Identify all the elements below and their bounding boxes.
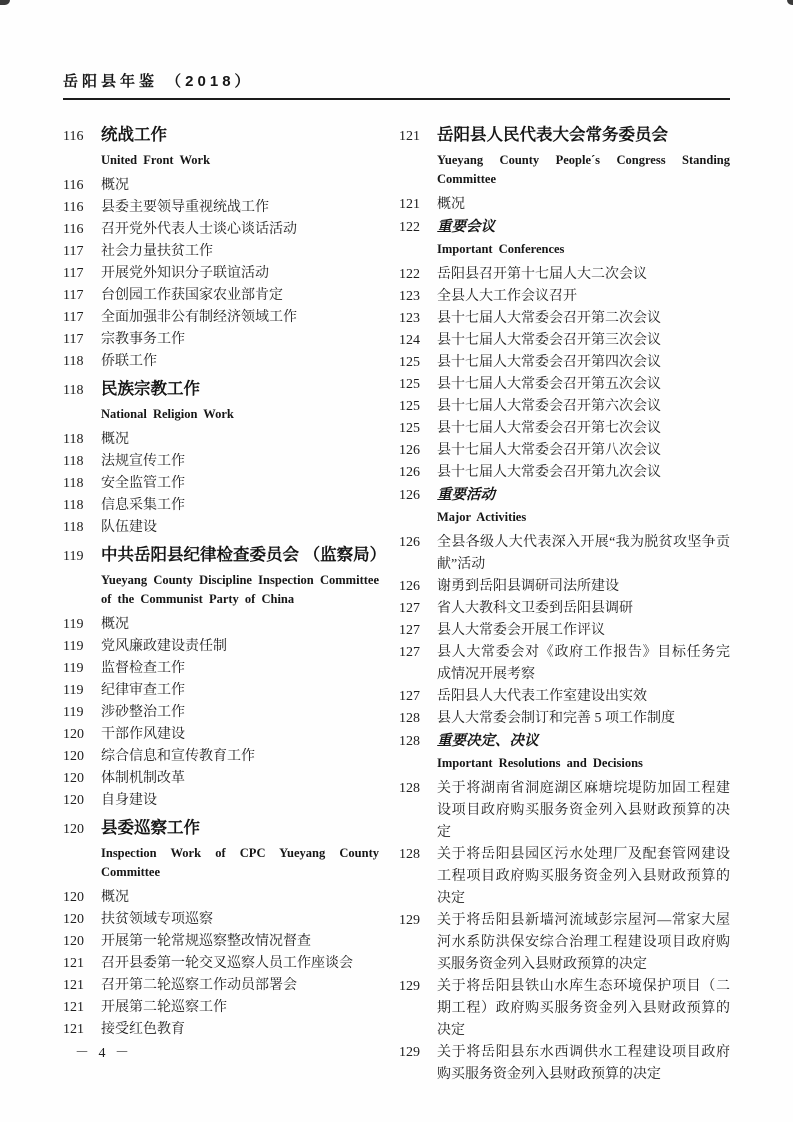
toc-entry-title: 台创园工作获国家农业部肯定: [101, 288, 283, 303]
toc-entry-title: 县人大常委会对《政府工作报告》目标任务完成情况开展考察: [437, 645, 730, 682]
toc-entry-title: 概况: [437, 197, 465, 212]
toc-entry-title: 概况: [101, 617, 129, 632]
toc-entry-row: [63, 768, 379, 790]
toc-entry-title: 县十七届人大常委会召开第六次会议: [437, 399, 661, 414]
toc-page-number: 126: [399, 579, 420, 594]
toc-page-number: 118: [63, 520, 84, 535]
toc-page-number: 121: [63, 1000, 84, 1015]
toc-entry-row: [399, 374, 730, 396]
toc-entry-row: [63, 517, 379, 539]
toc-entry-row: [63, 658, 379, 680]
toc-entry-title: 召开党外代表人士谈心谈话活动: [101, 222, 297, 237]
toc-section-row: [63, 815, 379, 843]
toc-entry-row: [63, 219, 379, 241]
toc-subsection-row: [399, 730, 730, 753]
toc-page-number: 123: [399, 311, 420, 326]
toc-page-number: 121: [63, 956, 84, 971]
toc-page-number: 125: [399, 377, 420, 392]
toc-entry-title: 概况: [101, 178, 129, 193]
toc-page-number: 117: [63, 244, 84, 259]
toc-column-left: [63, 119, 387, 1086]
toc-entry-title: 体制机制改革: [101, 771, 185, 786]
toc-entry-title: 概况: [101, 432, 129, 447]
toc-subsection-title: 重要活动: [437, 487, 495, 503]
toc-entry-row: [63, 614, 379, 636]
toc-entry-title: 安全监管工作: [101, 476, 185, 491]
toc-entry-row: [399, 264, 730, 286]
toc-entry-row: [399, 1042, 730, 1086]
toc-page-number: 126: [399, 535, 420, 550]
toc-columns: [0, 100, 793, 1086]
toc-entry-title: 社会力量扶贫工作: [101, 244, 213, 259]
toc-page-number: 118: [63, 432, 84, 447]
toc-english-subtitle: Major Activities: [437, 510, 527, 524]
toc-entry-title: 开展第一轮常规巡察整改情况督查: [101, 934, 311, 949]
toc-page-number: 118: [63, 383, 84, 398]
toc-section-row: [63, 376, 379, 404]
toc-page-number: 122: [399, 220, 420, 235]
toc-page-number: 120: [63, 771, 84, 786]
toc-page-number: 118: [63, 476, 84, 491]
toc-page-number: 117: [63, 332, 84, 347]
toc-page-number: 117: [63, 288, 84, 303]
toc-entry-title: 县十七届人大常委会召开第三次会议: [437, 333, 661, 348]
toc-entry-title: 宗教事务工作: [101, 332, 185, 347]
toc-entry-row: [399, 532, 730, 576]
toc-entry-row: [63, 351, 379, 373]
toc-page-number: 127: [399, 601, 420, 616]
toc-entry-row: [63, 329, 379, 351]
toc-entry-row: [63, 680, 379, 702]
toc-page-number: 121: [399, 197, 420, 212]
toc-entry-title: 岳阳县召开第十七届人大二次会议: [437, 267, 647, 282]
toc-entry-row: [399, 418, 730, 440]
toc-entry-row: [63, 197, 379, 219]
toc-section-row: [63, 542, 387, 570]
toc-page-number: 127: [399, 645, 420, 660]
toc-entry-title: 关于将湖南省洞庭湖区麻塘垸堤防加固工程建设项目政府购买服务资金列入县财政预算的决定: [437, 781, 730, 840]
toc-page-number: 126: [399, 443, 420, 458]
toc-page-number: 119: [63, 683, 84, 698]
toc-english-subtitle: Inspection Work of CPC Yueyang County Committee: [101, 846, 379, 879]
toc-entry-row: [63, 997, 379, 1019]
toc-entry-row: [63, 495, 379, 517]
toc-page-number: 129: [399, 979, 420, 994]
toc-page-number: 117: [63, 310, 84, 325]
toc-page-number: 119: [63, 617, 84, 632]
toc-page-number: 120: [63, 793, 84, 808]
toc-entry-title: 县十七届人大常委会召开第二次会议: [437, 311, 661, 326]
toc-english-subtitle: Important Resolutions and Decisions: [437, 756, 643, 770]
toc-page-number: 120: [63, 934, 84, 949]
toc-section-title: 民族宗教工作: [101, 380, 200, 398]
toc-subsection-row: [399, 216, 730, 239]
toc-english-subtitle: Yueyang County Discipline Inspection Committee of the Communist Party of China: [101, 573, 379, 606]
toc-english-subtitle-row: [399, 150, 730, 194]
toc-page-number: 118: [63, 354, 84, 369]
toc-entry-row: [399, 396, 730, 418]
toc-entry-row: [63, 636, 379, 658]
toc-entry-title: 县人大常委会开展工作评议: [437, 623, 605, 638]
toc-page-number: 126: [399, 488, 420, 503]
toc-entry-row: [63, 429, 379, 451]
toc-entry-row: [399, 576, 730, 598]
toc-entry-row: [63, 702, 379, 724]
toc-english-subtitle: National Religion Work: [101, 407, 234, 421]
toc-entry-title: 信息采集工作: [101, 498, 185, 513]
toc-entry-row: [63, 975, 379, 997]
toc-page-number: 128: [399, 734, 420, 749]
toc-entry-title: 县委主要领导重视统战工作: [101, 200, 269, 215]
toc-entry-row: [63, 724, 379, 746]
toc-page-number: 119: [63, 705, 84, 720]
toc-entry-title: 召开第二轮巡察工作动员部署会: [101, 978, 297, 993]
toc-page-number: 129: [399, 913, 420, 928]
toc-entry-title: 干部作风建设: [101, 727, 185, 742]
page-number-footer: － 4 －: [75, 1046, 132, 1061]
toc-page-number: 120: [63, 890, 84, 905]
toc-page-number: 120: [63, 912, 84, 927]
toc-entry-title: 关于将岳阳县新墙河流域彭宗屋河—常家大屋河水系防洪保安综合治理工程建设项目政府购买服务资金列入县财政预算的决定: [437, 913, 730, 972]
toc-entry-title: 开展党外知识分子联谊活动: [101, 266, 269, 281]
toc-page-number: 128: [399, 781, 420, 796]
toc-page-number: 123: [399, 289, 420, 304]
toc-page-number: 120: [63, 822, 84, 837]
toc-entry-title: 县人大常委会制订和完善 5 项工作制度: [437, 711, 675, 726]
toc-entry-title: 谢勇到岳阳县调研司法所建设: [437, 579, 619, 594]
toc-page-number: 118: [63, 454, 84, 469]
toc-page-number: 116: [63, 200, 84, 215]
toc-subsection-title: 重要会议: [437, 219, 495, 235]
toc-english-subtitle: United Front Work: [101, 153, 211, 167]
toc-entry-title: 全县人大工作会议召开: [437, 289, 577, 304]
toc-entry-title: 纪律审查工作: [101, 683, 185, 698]
toc-section-title: 岳阳县人民代表大会常务委员会: [437, 126, 668, 144]
toc-entry-title: 省人大教科文卫委到岳阳县调研: [437, 601, 633, 616]
toc-page-number: 118: [63, 498, 84, 513]
toc-entry-title: 岳阳县人大代表工作室建设出实效: [437, 689, 647, 704]
toc-page-number: 119: [63, 639, 84, 654]
toc-entry-title: 扶贫领域专项巡察: [101, 912, 213, 927]
toc-entry-row: [399, 598, 730, 620]
toc-entry-row: [63, 931, 379, 953]
toc-entry-row: [399, 686, 730, 708]
toc-entry-row: [63, 473, 379, 495]
toc-subsection-title: 重要决定、决议: [437, 733, 539, 749]
toc-entry-row: [399, 462, 730, 484]
toc-entry-row: [63, 1019, 379, 1041]
toc-english-subtitle-row: [63, 404, 379, 429]
toc-page-number: 121: [399, 129, 420, 144]
toc-subsection-row: [399, 484, 730, 507]
toc-english-subtitle-row: [399, 753, 730, 778]
toc-entry-title: 自身建设: [101, 793, 157, 808]
toc-entry-row: [399, 620, 730, 642]
toc-page-number: 128: [399, 711, 420, 726]
toc-page-number: 120: [63, 727, 84, 742]
toc-entry-title: 法规宣传工作: [101, 454, 185, 469]
toc-entry-row: [399, 286, 730, 308]
toc-entry-row: [63, 285, 379, 307]
toc-entry-title: 党风廉政建设责任制: [101, 639, 227, 654]
toc-page-number: 120: [63, 749, 84, 764]
toc-english-subtitle-row: [63, 150, 379, 175]
toc-entry-title: 县十七届人大常委会召开第五次会议: [437, 377, 661, 392]
toc-page-number: 116: [63, 178, 84, 193]
toc-page-number: 126: [399, 465, 420, 480]
toc-page-number: 119: [63, 549, 84, 564]
toc-entry-title: 县十七届人大常委会召开第七次会议: [437, 421, 661, 436]
toc-entry-row: [399, 976, 730, 1042]
toc-page-number: 116: [63, 222, 84, 237]
toc-page-number: 119: [63, 661, 84, 676]
toc-entry-title: 县十七届人大常委会召开第四次会议: [437, 355, 661, 370]
toc-page-number: 125: [399, 355, 420, 370]
toc-page-number: 128: [399, 847, 420, 862]
toc-page-number: 122: [399, 267, 420, 282]
toc-section-title: 统战工作: [101, 126, 167, 144]
toc-entry-title: 召开县委第一轮交叉巡察人员工作座谈会: [101, 956, 353, 971]
toc-entry-row: [63, 887, 379, 909]
toc-page-number: 116: [63, 129, 84, 144]
toc-entry-title: 涉砂整治工作: [101, 705, 185, 720]
toc-entry-row: [399, 844, 730, 910]
toc-english-subtitle: Important Conferences: [437, 242, 565, 256]
toc-page-number: 124: [399, 333, 420, 348]
toc-entry-title: 县十七届人大常委会召开第八次会议: [437, 443, 661, 458]
toc-entry-row: [399, 910, 730, 976]
toc-entry-row: [399, 330, 730, 352]
toc-entry-row: [63, 790, 379, 812]
toc-entry-title: 关于将岳阳县铁山水库生态环境保护项目（二期工程）政府购买服务资金列入县财政预算的决定: [437, 979, 730, 1038]
toc-page-number: 127: [399, 689, 420, 704]
toc-entry-row: [63, 909, 379, 931]
toc-column-right: [399, 119, 730, 1086]
toc-entry-title: 队伍建设: [101, 520, 157, 535]
toc-english-subtitle-row: [399, 507, 730, 532]
toc-english-subtitle-row: [63, 843, 379, 887]
toc-entry-title: 全面加强非公有制经济领域工作: [101, 310, 297, 325]
toc-entry-row: [63, 953, 379, 975]
toc-page-number: 127: [399, 623, 420, 638]
toc-entry-title: 概况: [101, 890, 129, 905]
toc-entry-row: [63, 746, 379, 768]
toc-section-title: 中共岳阳县纪律检查委员会 （监察局）: [101, 546, 387, 564]
page-header: [0, 0, 793, 100]
toc-page-number: 125: [399, 399, 420, 414]
toc-section-row: [399, 122, 730, 150]
toc-section-title: 县委巡察工作: [101, 819, 200, 837]
toc-page-number: 121: [63, 978, 84, 993]
toc-entry-title: 关于将岳阳县园区污水处理厂及配套管网建设工程项目政府购买服务资金列入县财政预算的决定: [437, 847, 730, 906]
toc-entry-row: [399, 778, 730, 844]
toc-page-number: 129: [399, 1045, 420, 1060]
toc-entry-row: [63, 263, 379, 285]
toc-entry-row: [63, 307, 379, 329]
toc-entry-title: 侨联工作: [101, 354, 157, 369]
toc-entry-title: 监督检查工作: [101, 661, 185, 676]
toc-page-number: 121: [63, 1022, 84, 1037]
toc-english-subtitle-row: [399, 239, 730, 264]
toc-entry-row: [399, 194, 730, 216]
toc-entry-row: [399, 308, 730, 330]
toc-entry-row: [399, 352, 730, 374]
toc-entry-title: 综合信息和宣传教育工作: [101, 749, 255, 764]
toc-page-number: 125: [399, 421, 420, 436]
toc-entry-row: [63, 451, 379, 473]
toc-entry-title: 接受红色教育: [101, 1022, 185, 1037]
toc-entry-row: [63, 241, 379, 263]
toc-entry-row: [399, 440, 730, 462]
toc-entry-row: [399, 708, 730, 730]
toc-entry-title: 开展第二轮巡察工作: [101, 1000, 227, 1015]
toc-entry-row: [63, 175, 379, 197]
toc-page-number: 117: [63, 266, 84, 281]
toc-english-subtitle: Yueyang County People´s Congress Standing Committee: [437, 153, 730, 186]
toc-entry-title: 全县各级人大代表深入开展“我为脱贫攻坚争贡献”活动: [437, 535, 730, 572]
toc-entry-title: 关于将岳阳县东水西调供水工程建设项目政府购买服务资金列入县财政预算的决定: [437, 1045, 730, 1082]
toc-section-row: [63, 122, 379, 150]
toc-entry-row: [399, 642, 730, 686]
toc-english-subtitle-row: [63, 570, 379, 614]
running-header-title: 岳阳县年鉴 （2018）: [63, 73, 254, 90]
toc-entry-title: 县十七届人大常委会召开第九次会议: [437, 465, 661, 480]
